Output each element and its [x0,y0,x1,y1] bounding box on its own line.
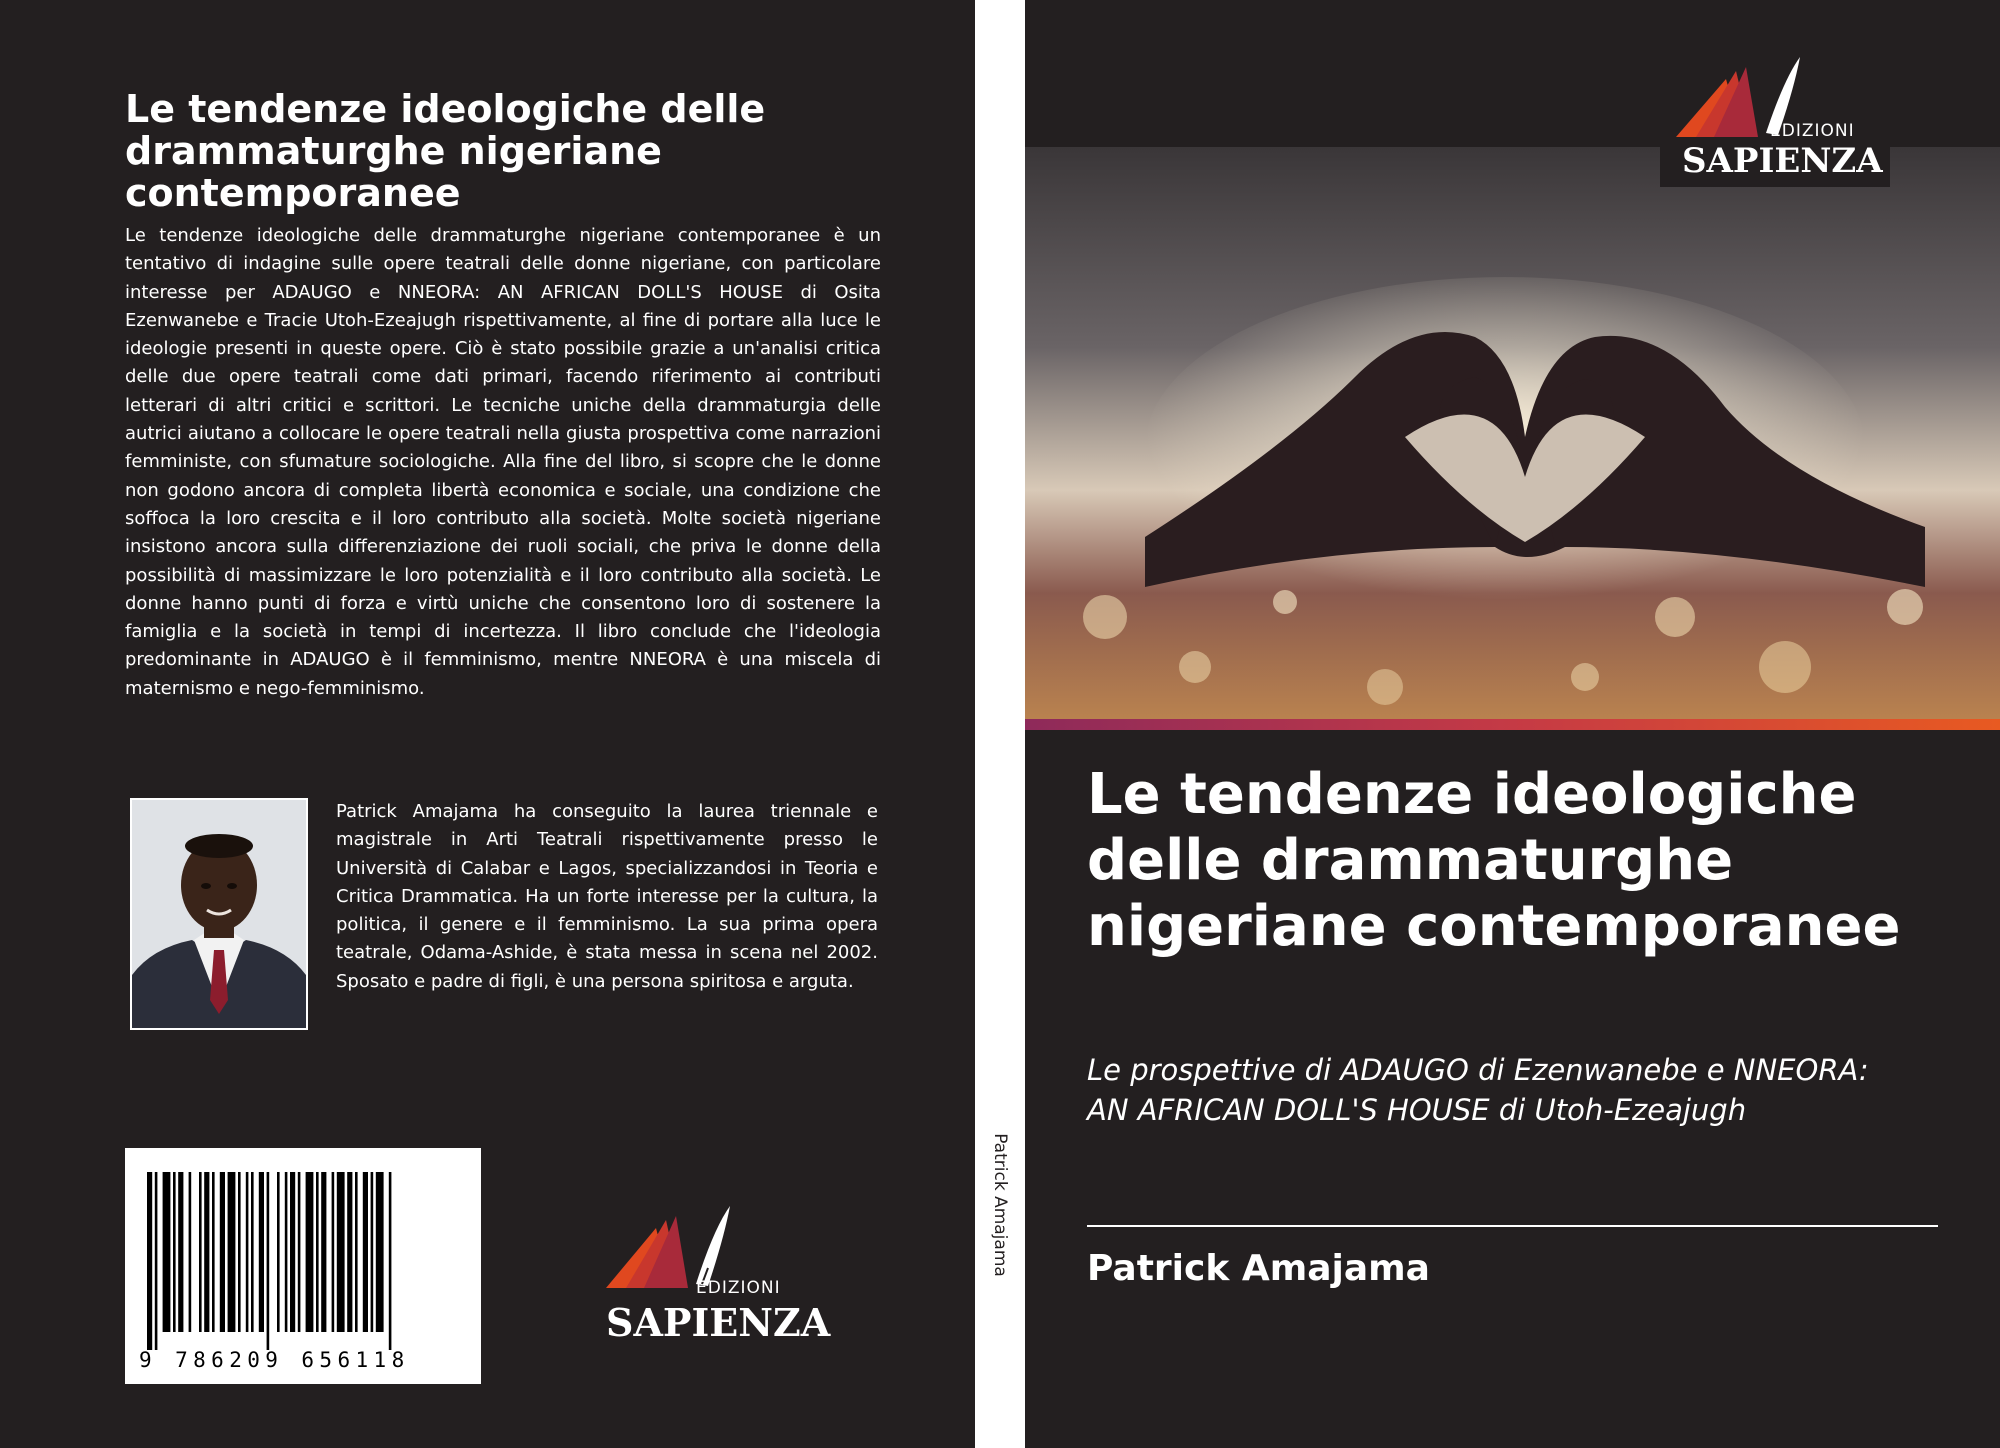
barcode-bar [290,1172,295,1332]
publisher-edizioni-front: EDIZIONI [1770,121,1855,141]
barcode-bar [199,1172,202,1332]
barcode-bar [376,1172,384,1332]
barcode-bar [285,1172,288,1332]
publisher-sapienza: SAPIENZA [606,1300,831,1345]
heart-hands-photo [1025,147,2000,719]
front-cover-author: Patrick Amajama [1087,1248,1430,1289]
barcode-bar [389,1172,392,1350]
barcode-bar [147,1172,152,1350]
barcode-bar [163,1172,171,1332]
barcode-bar [173,1172,176,1332]
author-bio: Patrick Amajama ha conseguito la laurea triennale e magistrale in Arti Teatrali rispettivamente presso le Università di Calabar e Lagos, specializzandosi in Teoria e Critica Drammatica. Ha un forte interesse per la cultura, la politica, il genere e il femminismo. La sua prima opera teatrale, Odama-Ashide, è stata messa in scena nel 2002. Sposato e padre di figli, è una persona spiritosa e arguta. [336,801,878,992]
barcode-bar [306,1172,314,1332]
back-cover [0,0,975,1448]
divider [1087,1225,1938,1227]
barcode-bar [220,1172,225,1332]
barcode-bar [321,1172,326,1332]
barcode-icon [147,1172,461,1350]
barcode-bar [337,1172,345,1332]
barcode-bar [363,1172,368,1332]
barcode-bar [155,1172,158,1350]
author-photo [130,798,308,1030]
publisher-logo-back [596,1198,831,1345]
barcode-bar [298,1172,301,1332]
publisher-sapienza-front: SAPIENZA [1682,141,1883,181]
back-cover-description: Le tendenze ideologiche delle drammaturghe nigeriane contemporanee è un tentativo di indagine sulle opere teatrali delle donne nigeriane, con particolare interesse per ADAUGO e NNEORA: AN AFRICAN DOLL'S HOUSE di Osita Ezenwanebe e Tracie Utoh-Ezeajugh rispettivamente, al fine di portare alla luce le ideologie presenti in queste opere. Ciò è stato possibile grazie a un'analisi critica delle due opere teatrali come dati primari, facendo riferimento ai contributi letterari di altri critici e scrittori. Le tecniche uniche della drammaturgia delle autrici aiutano a collocare le opere teatrali nella giusta prospettiva come narrazioni femministe, con sfumature sociologiche. Alla fine del libro, si scopre che le donne non godono ancora di completa libertà economica e sociale, una condizione che soffoca la loro crescita e il loro contributo alla società. Molte società nigeriane insistono ancora sulla differenziazione dei ruoli sociali, che priva le donne della possibilità di massimizzare le loro potenzialità e il loro contributo alla società. Le donne hanno punti di forza e virtù uniche che consentono loro di sostenere la famiglia e la società in tempi di incertezza. Il libro conclude che l'ideologia predominante in ADAUGO è il femminismo, mentre NNEORA è una miscela di maternismo e nego-femminismo. [125,225,881,699]
isbn-digits: 9 786209 656118 [139,1348,410,1372]
barcode-bar [277,1172,280,1332]
barcode-bar [251,1172,254,1332]
barcode-bar [355,1172,358,1332]
barcode-bar [212,1172,215,1332]
front-cover-title: Le tendenze ideologiche delle drammaturghe nigeriane contemporanee [1087,762,1901,959]
barcode-bar [259,1172,264,1332]
spine-author: Patrick Amajama [990,1133,1010,1277]
front-cover-subtitle: Le prospettive di ADAUGO di Ezenwanebe e NNEORA: AN AFRICAN DOLL'S HOUSE di Utoh-Ezeajugh [1087,1053,1869,1127]
barcode-bar [238,1172,241,1332]
barcode-bar [228,1172,236,1332]
barcode-bar [178,1172,183,1332]
barcode-bar [347,1172,352,1332]
back-cover-title: Le tendenze ideologiche delle drammaturghe nigeriane contemporanee [125,87,766,215]
publisher-edizioni: EDIZIONI [696,1278,781,1298]
publisher-logo-front [1660,55,1890,187]
spine [975,0,1025,1448]
barcode-bar [316,1172,319,1332]
barcode-bar [189,1172,192,1332]
accent-bar [1025,719,2000,730]
barcode [125,1148,481,1384]
barcode-bar [332,1172,335,1332]
barcode-bar [371,1172,374,1332]
barcode-bar [204,1172,209,1332]
barcode-bar [267,1172,270,1350]
barcode-bar [246,1172,249,1332]
